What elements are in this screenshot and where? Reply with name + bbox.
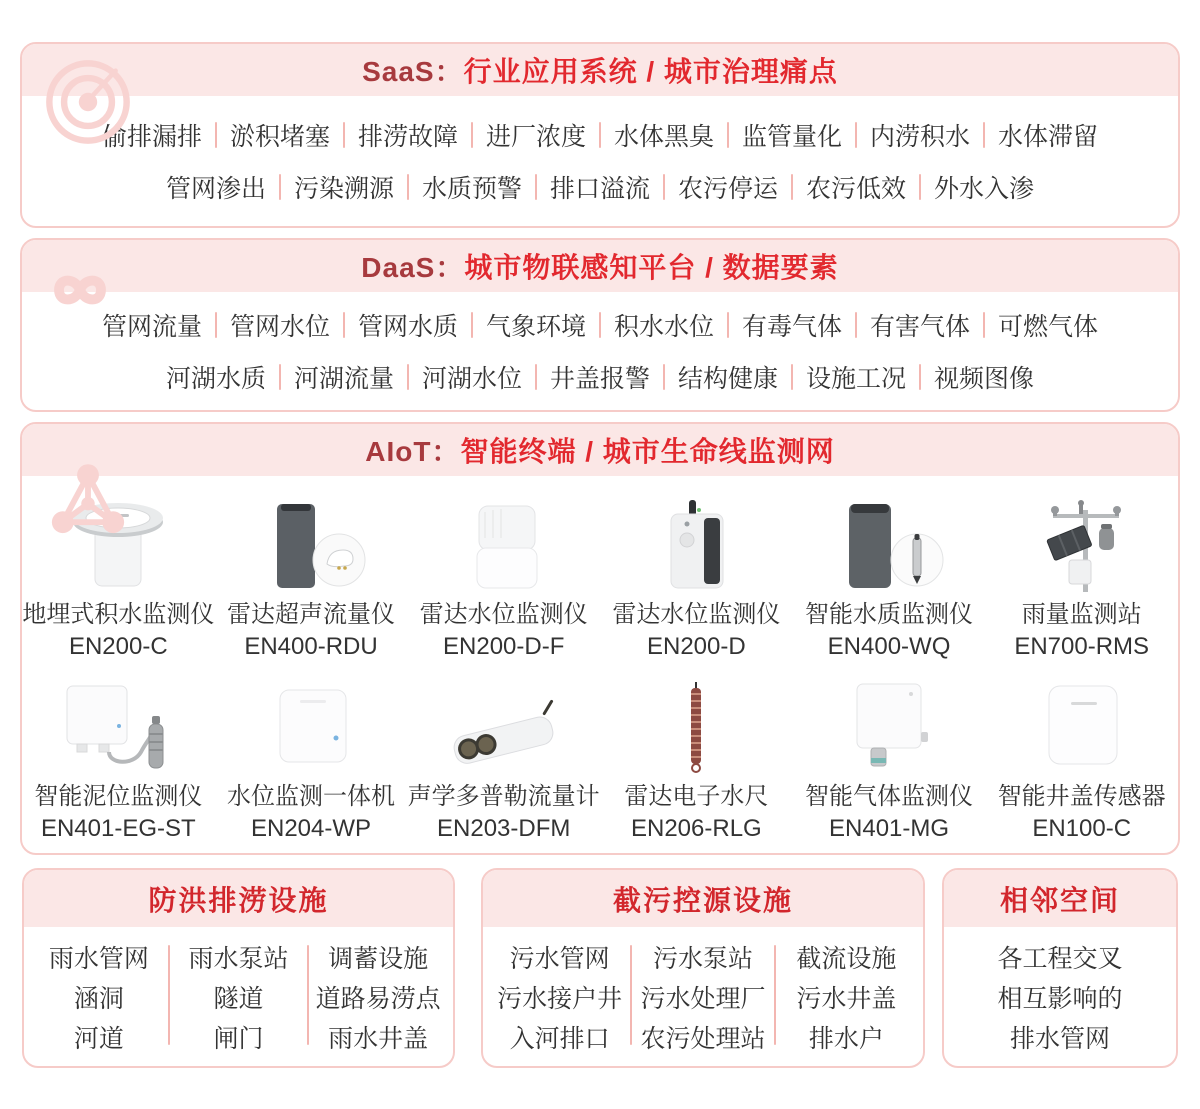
device-en400-rdu-image bbox=[251, 494, 371, 594]
list-item: 水体滞留 bbox=[998, 123, 1099, 151]
list-item: 有害气体 bbox=[870, 313, 971, 341]
list-item: 偷排漏排 bbox=[101, 123, 202, 151]
facility-card-flood-control bbox=[22, 868, 455, 1068]
list-item: 视频图像 bbox=[934, 365, 1035, 393]
facility-item: 污水处理厂 bbox=[640, 985, 766, 1013]
product-name: 水位监测一体机 bbox=[227, 783, 395, 810]
facility-card-adjacent-space bbox=[942, 868, 1178, 1068]
product-model: EN200-D bbox=[646, 633, 746, 660]
item-divider bbox=[279, 174, 281, 200]
saas-header bbox=[22, 44, 1178, 96]
facility-item: 截流设施 bbox=[796, 945, 897, 973]
list-item: 管网渗出 bbox=[165, 175, 266, 203]
list-item: 结构健康 bbox=[678, 365, 779, 393]
facility-item: 雨水泵站 bbox=[188, 945, 289, 973]
list-item: 污染溯源 bbox=[293, 175, 394, 203]
item-divider bbox=[727, 312, 729, 338]
list-item: 监管量化 bbox=[742, 123, 843, 151]
product-model: EN200-D-F bbox=[443, 633, 565, 660]
product-name: 雷达水位监测仪 bbox=[612, 601, 781, 628]
list-item: 管网水质 bbox=[357, 313, 458, 341]
item-divider bbox=[535, 364, 537, 390]
item-divider bbox=[599, 312, 601, 338]
list-item: 排涝故障 bbox=[357, 123, 458, 151]
facility-item: 入河排口 bbox=[509, 1025, 610, 1053]
daas-items-row-2 bbox=[22, 359, 1178, 395]
device-en206-rlg-image bbox=[666, 676, 726, 776]
facility-header bbox=[944, 870, 1176, 927]
facility-item: 污水管网 bbox=[509, 945, 610, 973]
product-card bbox=[215, 494, 408, 662]
product-name: 智能井盖传感器 bbox=[997, 783, 1166, 810]
list-item: 有毒气体 bbox=[742, 313, 843, 341]
daas-header bbox=[22, 240, 1178, 292]
item-divider bbox=[471, 122, 473, 148]
list-item: 内涝积水 bbox=[870, 123, 971, 151]
list-item: 外水入渗 bbox=[934, 175, 1035, 203]
facility-body bbox=[944, 927, 1176, 1059]
product-name: 雨量监测站 bbox=[1021, 601, 1142, 628]
saas-items-row-1 bbox=[22, 117, 1178, 153]
saas-body bbox=[22, 96, 1178, 226]
facility-item: 农污处理站 bbox=[640, 1025, 766, 1053]
facility-header bbox=[24, 870, 453, 927]
item-divider bbox=[663, 364, 665, 390]
facility-body bbox=[483, 927, 923, 1059]
product-model: EN204-WP bbox=[250, 815, 372, 842]
item-divider bbox=[407, 174, 409, 200]
list-item: 河湖流量 bbox=[293, 365, 394, 393]
daas-title bbox=[361, 246, 838, 286]
item-divider bbox=[663, 174, 665, 200]
product-card bbox=[985, 676, 1178, 844]
facility-column bbox=[30, 939, 168, 1059]
saas-card bbox=[20, 42, 1180, 228]
product-card bbox=[22, 494, 215, 662]
item-divider bbox=[919, 174, 921, 200]
facility-column bbox=[170, 939, 308, 1059]
facility-item: 各工程交叉 bbox=[997, 945, 1123, 973]
list-item: 河湖水位 bbox=[421, 365, 522, 393]
aiot-products-row-1 bbox=[22, 494, 1178, 662]
facility-item: 隧道 bbox=[213, 985, 264, 1013]
product-model: EN401-EG-ST bbox=[40, 815, 196, 842]
product-name: 雷达水位监测仪 bbox=[419, 601, 588, 628]
aiot-title bbox=[365, 430, 835, 470]
product-card bbox=[22, 676, 215, 844]
item-divider bbox=[791, 364, 793, 390]
item-divider bbox=[855, 312, 857, 338]
facility-title: 截污控源设施 bbox=[612, 884, 793, 916]
saas-items-row-2 bbox=[22, 169, 1178, 205]
facility-column bbox=[489, 939, 630, 1059]
saas-title-prefix: SaaS： bbox=[362, 56, 464, 87]
facility-card-pollution-control bbox=[481, 868, 925, 1068]
item-divider bbox=[343, 312, 345, 338]
product-name: 智能水质监测仪 bbox=[805, 601, 974, 628]
daas-card bbox=[20, 238, 1180, 412]
product-model: EN400-WQ bbox=[827, 633, 951, 660]
aiot-title-prefix: AIoT： bbox=[365, 436, 461, 467]
product-card bbox=[793, 676, 986, 844]
list-item: 农污低效 bbox=[806, 175, 907, 203]
facility-column bbox=[776, 939, 917, 1059]
daas-items-row-1 bbox=[22, 307, 1178, 343]
item-divider bbox=[919, 364, 921, 390]
saas-title bbox=[362, 50, 838, 90]
product-card bbox=[600, 494, 793, 662]
product-model: EN401-MG bbox=[829, 815, 950, 842]
list-item: 排口溢流 bbox=[549, 175, 650, 203]
product-name: 智能气体监测仪 bbox=[805, 783, 974, 810]
facility-item: 调蓄设施 bbox=[328, 945, 429, 973]
aiot-products-row-2 bbox=[22, 676, 1178, 844]
product-card bbox=[407, 676, 600, 844]
facility-title: 相邻空间 bbox=[999, 884, 1120, 916]
device-en200-d-f-image bbox=[449, 494, 559, 594]
device-en401-mg-image bbox=[829, 676, 949, 776]
device-en203-dfm-image bbox=[429, 676, 579, 776]
facility-item: 雨水井盖 bbox=[328, 1025, 429, 1053]
facility-item: 闸门 bbox=[213, 1025, 264, 1053]
facility-header bbox=[483, 870, 923, 927]
device-en200-c-image bbox=[63, 494, 173, 594]
daas-title-main: 城市物联感知平台 / 数据要素 bbox=[464, 252, 839, 283]
product-model: EN400-RDU bbox=[244, 633, 378, 660]
product-model: EN100-C bbox=[1032, 815, 1132, 842]
device-en200-d-image bbox=[641, 494, 751, 594]
product-card bbox=[985, 494, 1178, 662]
product-name: 智能泥位监测仪 bbox=[34, 783, 203, 810]
product-card bbox=[215, 676, 408, 844]
list-item: 井盖报警 bbox=[549, 365, 650, 393]
facility-title: 防洪排涝设施 bbox=[148, 884, 329, 916]
list-item: 积水水位 bbox=[614, 313, 715, 341]
facility-item: 污水井盖 bbox=[796, 985, 897, 1013]
list-item: 管网流量 bbox=[101, 313, 202, 341]
product-card bbox=[793, 494, 986, 662]
list-item: 水体黑臭 bbox=[614, 123, 715, 151]
facility-item: 道路易涝点 bbox=[315, 985, 441, 1013]
facility-column bbox=[632, 939, 773, 1059]
item-divider bbox=[855, 122, 857, 148]
product-model: EN700-RMS bbox=[1014, 633, 1150, 660]
aiot-header bbox=[22, 424, 1178, 476]
device-en204-wp-image bbox=[256, 676, 366, 776]
product-name: 雷达超声流量仪 bbox=[227, 601, 395, 628]
list-item: 设施工况 bbox=[806, 365, 907, 393]
facility-item: 河道 bbox=[73, 1025, 124, 1053]
aiot-card bbox=[20, 422, 1180, 855]
device-en100-c-image bbox=[1027, 676, 1137, 776]
list-item: 河湖水质 bbox=[165, 365, 266, 393]
device-en400-wq-image bbox=[829, 494, 949, 594]
item-divider bbox=[535, 174, 537, 200]
list-item: 农污停运 bbox=[678, 175, 779, 203]
list-item: 淤积堵塞 bbox=[229, 123, 330, 151]
product-model: EN200-C bbox=[68, 633, 168, 660]
item-divider bbox=[279, 364, 281, 390]
item-divider bbox=[407, 364, 409, 390]
list-item: 管网水位 bbox=[229, 313, 330, 341]
item-divider bbox=[599, 122, 601, 148]
item-divider bbox=[215, 122, 217, 148]
product-name: 地埋式积水监测仪 bbox=[22, 601, 215, 628]
aiot-title-main: 智能终端 / 城市生命线监测网 bbox=[460, 436, 835, 467]
facility-item: 排水户 bbox=[808, 1025, 884, 1053]
facility-column bbox=[950, 939, 1170, 1059]
facility-item: 相互影响的 bbox=[997, 985, 1123, 1013]
daas-body bbox=[22, 292, 1178, 410]
product-name: 声学多普勒流量计 bbox=[407, 783, 600, 810]
facility-item: 涵洞 bbox=[73, 985, 124, 1013]
item-divider bbox=[471, 312, 473, 338]
device-en401-eg-st-image bbox=[53, 676, 183, 776]
facility-column bbox=[309, 939, 447, 1059]
facility-item: 污水泵站 bbox=[652, 945, 753, 973]
item-divider bbox=[983, 312, 985, 338]
item-divider bbox=[343, 122, 345, 148]
facility-item: 污水接户井 bbox=[497, 985, 623, 1013]
facility-body bbox=[24, 927, 453, 1059]
saas-title-main: 行业应用系统 / 城市治理痛点 bbox=[463, 56, 838, 87]
item-divider bbox=[215, 312, 217, 338]
facility-item: 雨水管网 bbox=[48, 945, 149, 973]
facility-item: 排水管网 bbox=[1009, 1025, 1110, 1053]
product-name: 雷达电子水尺 bbox=[624, 783, 769, 810]
product-model: EN206-RLG bbox=[630, 815, 762, 842]
list-item: 可燃气体 bbox=[998, 313, 1099, 341]
list-item: 水质预警 bbox=[421, 175, 522, 203]
device-en700-rms-image bbox=[1017, 494, 1147, 594]
daas-title-prefix: DaaS： bbox=[361, 252, 465, 283]
item-divider bbox=[791, 174, 793, 200]
product-model: EN203-DFM bbox=[437, 815, 571, 842]
product-card bbox=[600, 676, 793, 844]
list-item: 进厂浓度 bbox=[485, 123, 586, 151]
item-divider bbox=[727, 122, 729, 148]
list-item: 气象环境 bbox=[485, 313, 586, 341]
item-divider bbox=[983, 122, 985, 148]
product-card bbox=[407, 494, 600, 662]
